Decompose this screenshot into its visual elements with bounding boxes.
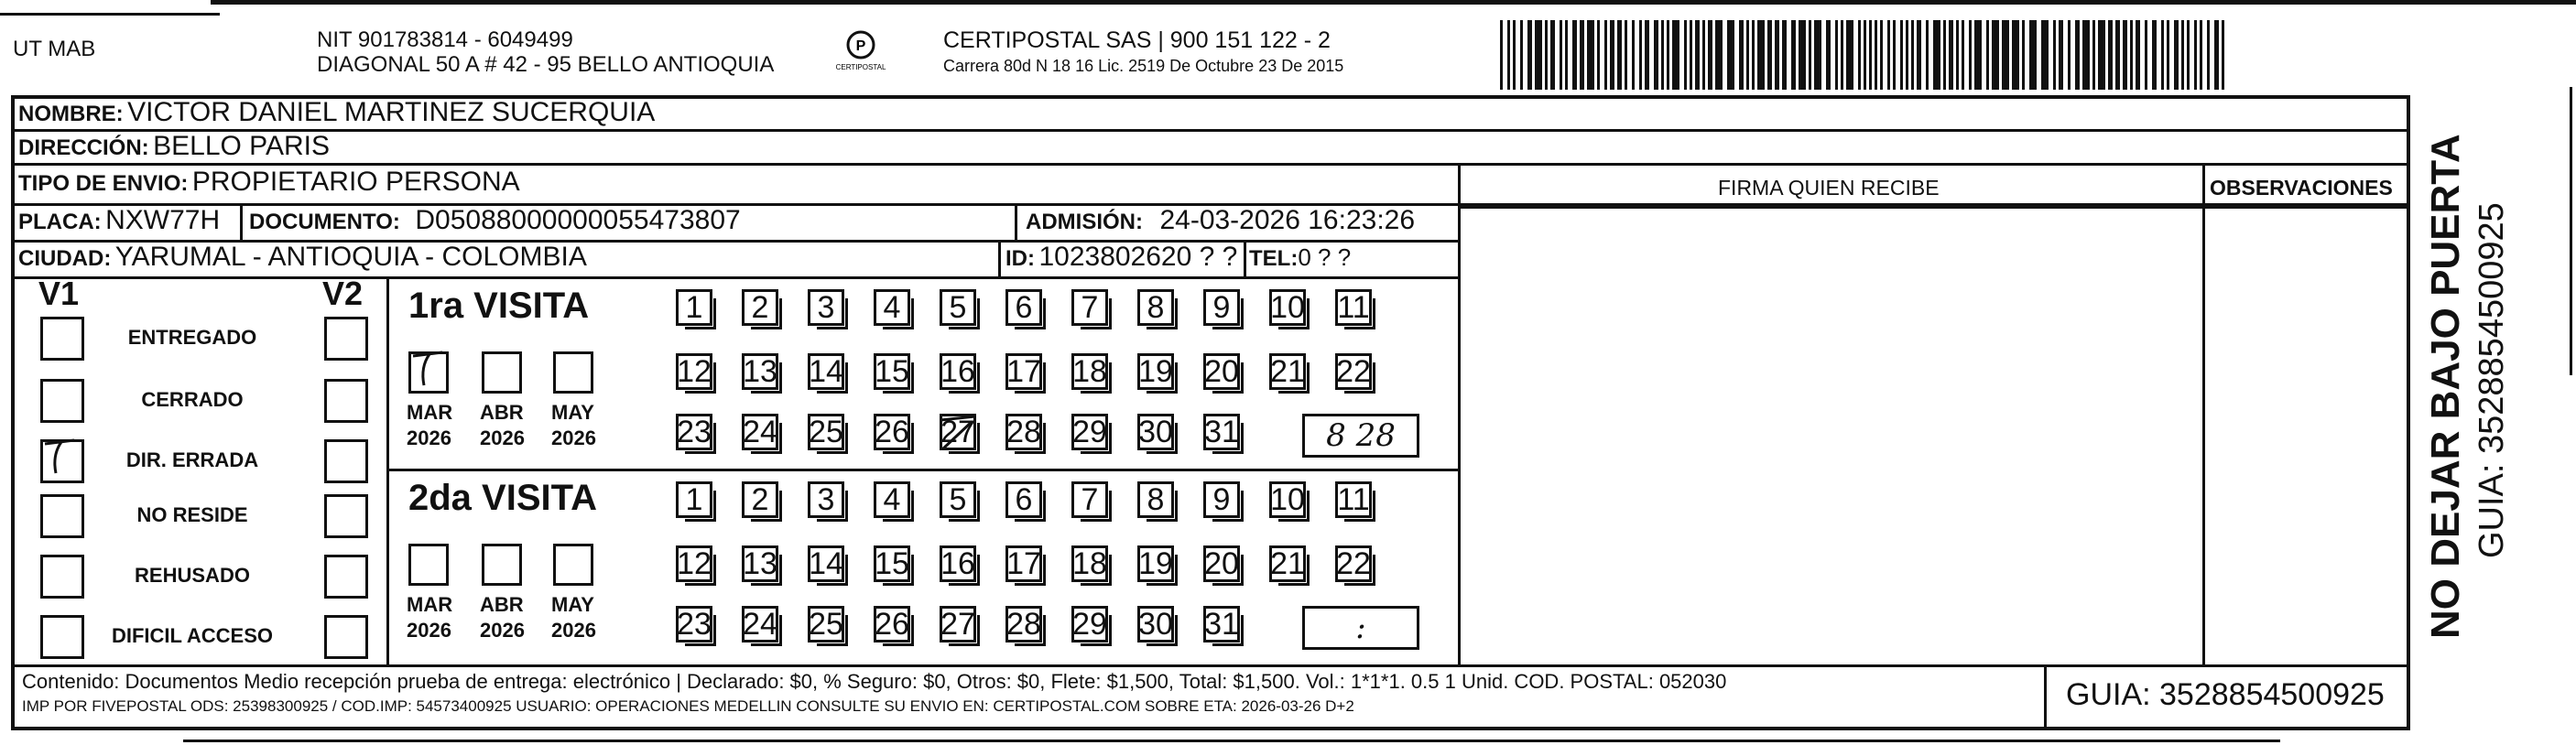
month-label: MAY: [551, 593, 594, 616]
day-box-30[interactable]: 30: [1138, 414, 1173, 449]
id-row: [1005, 242, 1237, 273]
documento-row: [249, 205, 741, 236]
day-box-8[interactable]: 8: [1137, 481, 1174, 518]
day-box-20[interactable]: 20: [1204, 545, 1239, 581]
day-box-18[interactable]: 18: [1072, 545, 1107, 581]
svg-text:P: P: [855, 38, 866, 54]
day-box-16[interactable]: 16: [940, 353, 975, 389]
nombre-value: VICTOR DANIEL MARTINEZ SUCERQUIA: [127, 97, 656, 127]
handwritten-check: [409, 347, 446, 389]
company-address: DIAGONAL 50 A # 42 - 95 BELLO ANTIOQUIA: [317, 52, 775, 77]
day-box-2[interactable]: 2: [742, 289, 778, 326]
company-name: UT MAB: [13, 37, 96, 61]
day-box-13[interactable]: 13: [743, 353, 777, 389]
day-box-31[interactable]: 31: [1204, 414, 1239, 449]
day-cross-mark: [939, 413, 979, 453]
footer-guia: GUIA: 3528854500925: [2066, 677, 2385, 712]
placa-row: [18, 205, 220, 236]
firma-divider: [1458, 163, 1461, 664]
visit-time-value: :: [1355, 610, 1366, 646]
day-box-9[interactable]: 9: [1203, 289, 1240, 326]
row-line-obs: [1458, 206, 2410, 209]
certipostal-logo: [824, 29, 897, 77]
v2-header: V2: [322, 275, 364, 312]
month-label: MAY: [551, 401, 594, 424]
day-box-17[interactable]: 17: [1006, 353, 1041, 389]
v2-checkbox-rehusado[interactable]: [324, 555, 368, 599]
month-label: ABR: [480, 593, 524, 616]
tipo-envio-value: PROPIETARIO PERSONA: [191, 167, 520, 197]
placa-value: NXW77H: [105, 205, 221, 235]
year-label: 2026: [480, 619, 525, 642]
year-label: 2026: [407, 426, 451, 449]
tel-row: [1249, 243, 1351, 272]
tel-label: TEL:: [1249, 246, 1299, 271]
month-checkbox-abr[interactable]: [482, 544, 522, 586]
month-checkbox-may[interactable]: [553, 544, 593, 586]
status-label: ENTREGADO: [127, 326, 257, 349]
status-label: CERRADO: [141, 388, 244, 411]
day-box-3[interactable]: 3: [808, 289, 844, 326]
month-label: ABR: [480, 401, 524, 424]
day-box-8[interactable]: 8: [1137, 289, 1174, 326]
day-box-27[interactable]: 27: [940, 606, 975, 642]
day-box-5[interactable]: 5: [940, 481, 976, 518]
direccion-label: DIRECCIÓN:: [18, 135, 149, 160]
v2-checkbox-dificil-acceso[interactable]: [324, 615, 368, 659]
day-box-4[interactable]: 4: [874, 481, 910, 518]
day-box-29[interactable]: 29: [1072, 414, 1107, 449]
day-box-25[interactable]: 25: [809, 606, 843, 642]
day-box-7[interactable]: 7: [1071, 289, 1108, 326]
day-box-22[interactable]: 22: [1336, 545, 1371, 581]
ciudad-value: YARUMAL - ANTIOQUIA - COLOMBIA: [114, 242, 587, 272]
day-box-28[interactable]: 28: [1006, 606, 1041, 642]
day-box-30[interactable]: 30: [1138, 606, 1173, 642]
admision-divider: [1015, 203, 1017, 240]
year-label: 2026: [407, 619, 451, 642]
day-box-12[interactable]: 12: [677, 353, 712, 389]
day-box-6[interactable]: 6: [1005, 289, 1042, 326]
status-label: NO RESIDE: [136, 503, 248, 526]
v1-header: V1: [38, 275, 80, 312]
id-label: ID:: [1005, 246, 1035, 271]
day-box-21[interactable]: 21: [1270, 545, 1305, 581]
day-box-11[interactable]: 11: [1335, 289, 1372, 326]
v2-checkbox-dir-errada[interactable]: [324, 439, 368, 483]
month-checkbox-abr[interactable]: [482, 351, 522, 394]
footer-guia-divider: [2044, 664, 2047, 730]
row-line-1: [11, 129, 2410, 132]
ciudad-label: CIUDAD:: [18, 246, 112, 271]
month-checkbox-may[interactable]: [553, 351, 593, 394]
visit-divider: [386, 469, 1458, 471]
placa-label: PLACA:: [18, 210, 102, 234]
direccion-row: [18, 131, 330, 162]
day-box-19[interactable]: 19: [1138, 353, 1173, 389]
month-label: MAR: [407, 401, 453, 424]
courier-address: Carrera 80d N 18 16 Lic. 2519 De Octubre 23 De 2015: [943, 57, 1344, 75]
v2-checkbox-no-reside[interactable]: [324, 494, 368, 538]
day-box-7[interactable]: 7: [1071, 481, 1108, 518]
direccion-value: BELLO PARIS: [153, 131, 330, 161]
nombre-label: NOMBRE:: [18, 102, 124, 126]
day-box-5[interactable]: 5: [940, 289, 976, 326]
day-box-20[interactable]: 20: [1204, 353, 1239, 389]
visit-title: 2da VISITA: [408, 478, 597, 518]
day-box-31[interactable]: 31: [1204, 606, 1239, 642]
year-label: 2026: [551, 619, 596, 642]
day-box-24[interactable]: 24: [743, 606, 777, 642]
day-box-23[interactable]: 23: [677, 606, 712, 642]
year-label: 2026: [480, 426, 525, 449]
day-box-19[interactable]: 19: [1138, 545, 1173, 581]
id-value: 1023802620 ? ?: [1038, 242, 1238, 272]
status-label: DIR. ERRADA: [125, 448, 259, 471]
day-box-4[interactable]: 4: [874, 289, 910, 326]
row-line-5: [11, 276, 1458, 279]
day-box-9[interactable]: 9: [1203, 481, 1240, 518]
tel-value: 0 ? ?: [1298, 243, 1352, 271]
v2-checkbox-entregado[interactable]: [324, 317, 368, 361]
admision-value: 24-03-2026 16:23:26: [1159, 205, 1416, 235]
day-box-10[interactable]: 10: [1270, 481, 1305, 517]
day-box-26[interactable]: 26: [875, 414, 909, 449]
day-box-17[interactable]: 17: [1006, 545, 1041, 581]
month-label: MAR: [407, 593, 453, 616]
footer-line: [11, 664, 2410, 667]
barcode: [1500, 20, 2233, 90]
day-box-15[interactable]: 15: [875, 545, 909, 581]
day-box-22[interactable]: 22: [1336, 353, 1371, 389]
footer-line-1: Contenido: Documentos Medio recepción prueba de entrega: electrónico | Declarado: $0, % Seguro: $0, Otros: $0, Flete: $1,500, Total: $1,500. Vol.: 1*1*1. 0.5 1 Unid. COD. POSTAL: 052030: [22, 670, 1727, 693]
day-box-18[interactable]: 18: [1072, 353, 1107, 389]
day-box-10[interactable]: 10: [1270, 289, 1305, 325]
day-box-14[interactable]: 14: [809, 545, 843, 581]
day-box-13[interactable]: 13: [743, 545, 777, 581]
nombre-row: [18, 97, 655, 128]
company-nit: NIT 901783814 - 6049499: [317, 27, 573, 52]
day-box-6[interactable]: 6: [1005, 481, 1042, 518]
logo-text: CERTIPOSTAL: [835, 63, 886, 71]
observaciones-header: OBSERVACIONES: [2210, 176, 2393, 200]
day-box-24[interactable]: 24: [743, 414, 777, 449]
status-label: REHUSADO: [135, 564, 250, 587]
day-box-23[interactable]: 23: [677, 414, 712, 449]
month-checkbox-mar[interactable]: [408, 544, 449, 586]
day-box-3[interactable]: 3: [808, 481, 844, 518]
day-box-1[interactable]: 1: [676, 289, 712, 326]
day-box-15[interactable]: 15: [875, 353, 909, 389]
day-box-21[interactable]: 21: [1270, 353, 1305, 389]
admision-label: ADMISIÓN:: [1026, 210, 1143, 234]
side-warning: NO DEJAR BAJO PUERTA: [2423, 134, 2468, 639]
day-box-25[interactable]: 25: [809, 414, 843, 449]
courier-name: CERTIPOSTAL SAS | 900 151 122 - 2: [943, 27, 1331, 53]
tipo-envio-label: TIPO DE ENVIO:: [18, 171, 189, 196]
day-box-1[interactable]: 1: [676, 481, 712, 518]
admision-row: [1026, 205, 1415, 236]
footer-line-2: IMP POR FIVEPOSTAL ODS: 25398300925 / COD.IMP: 54573400925 USUARIO: OPERACIONES MEDELLIN CONSULTE SU ENVIO EN: CERTIPOSTAL.COM SOBRE ETA: 2026-03-26 D+2: [22, 697, 1354, 715]
obs-divider: [2202, 163, 2205, 664]
month-checkbox-mar[interactable]: [408, 351, 449, 394]
tipo-envio-row: [18, 167, 520, 198]
day-box-2[interactable]: 2: [742, 481, 778, 518]
day-box-12[interactable]: 12: [677, 545, 712, 581]
visit-time-value: 8 28: [1326, 417, 1396, 454]
day-box-28[interactable]: 28: [1006, 414, 1041, 449]
documento-label: DOCUMENTO:: [249, 210, 400, 234]
day-box-26[interactable]: 26: [875, 606, 909, 642]
day-box-27[interactable]: 27: [940, 414, 976, 450]
day-box-16[interactable]: 16: [940, 545, 975, 581]
status-label: DIFICIL ACCESO: [111, 624, 273, 647]
documento-value: D05088000000055473807: [415, 205, 741, 235]
year-label: 2026: [551, 426, 596, 449]
placa-divider: [240, 203, 243, 240]
bottom-rule: [183, 740, 2225, 742]
firma-header: FIRMA QUIEN RECIBE: [1718, 176, 1940, 200]
side-guia: GUIA: 3528854500925: [2473, 202, 2511, 558]
top-rule-left: [0, 13, 220, 16]
bottom-rule-right: [2152, 740, 2280, 742]
tel-divider: [1244, 240, 1246, 276]
ciudad-row: [18, 242, 587, 273]
id-divider: [998, 240, 1001, 276]
v2-checkbox-cerrado[interactable]: [324, 379, 368, 423]
visit-title: 1ra VISITA: [408, 286, 590, 326]
day-box-14[interactable]: 14: [809, 353, 843, 389]
row-line-2: [11, 163, 2410, 166]
day-box-11[interactable]: 11: [1335, 481, 1372, 518]
right-edge-rule: [2570, 87, 2572, 375]
day-box-29[interactable]: 29: [1072, 606, 1107, 642]
top-rule: [211, 0, 2576, 5]
